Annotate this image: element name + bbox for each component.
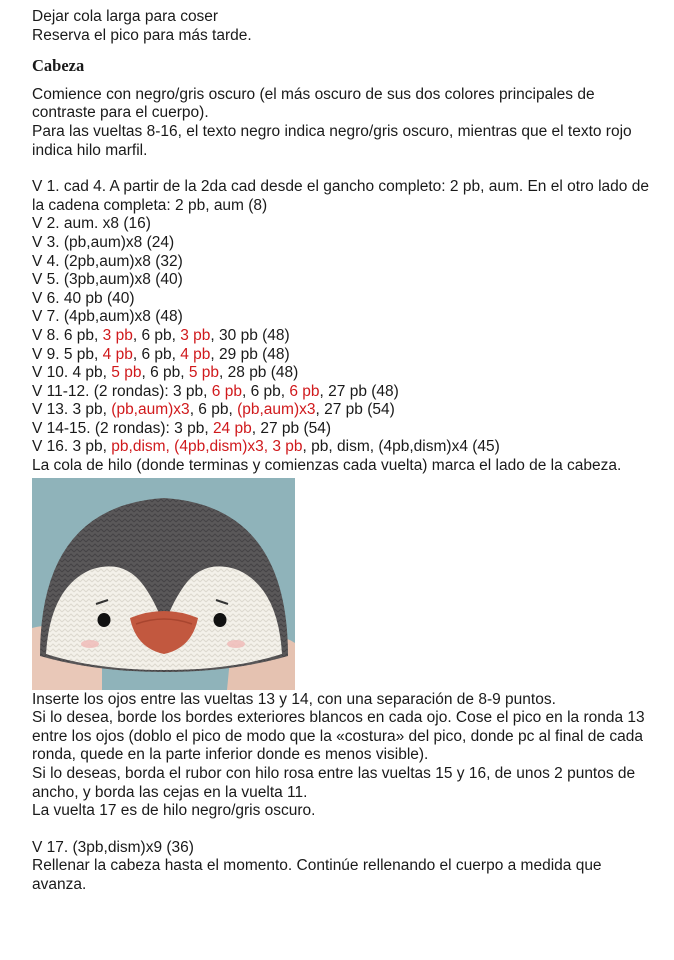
dark-stitch-segment: , 6 pb, <box>132 326 181 344</box>
ivory-stitch-segment: 5 pb <box>188 364 220 382</box>
round-line <box>32 383 652 402</box>
dark-stitch-segment: V 2. aum. x8 (16) <box>32 215 151 233</box>
round-line <box>32 364 652 383</box>
ivory-stitch-segment: 6 pb <box>211 382 242 400</box>
dark-stitch-segment: , 6 pb, <box>189 401 238 419</box>
closing-paragraph: Rellenar la cabeza hasta el momento. Continúe rellenando el cuerpo a medida que avanza. <box>32 857 602 893</box>
spacer <box>32 160 652 178</box>
ivory-stitch-segment: 5 pb <box>111 364 142 382</box>
dark-stitch-segment: , 6 pb, <box>132 345 181 363</box>
ivory-stitch-segment: (pb,aum)x3 <box>111 401 190 419</box>
ivory-stitch-segment: 3 pb <box>102 326 133 344</box>
dark-stitch-segment: , 6 pb, <box>241 382 290 400</box>
dark-stitch-segment: V 16. 3 pb, <box>32 438 112 456</box>
dark-stitch-segment: V 5. (3pb,aum)x8 (40) <box>32 271 183 289</box>
round-line <box>32 420 652 439</box>
round-line <box>32 178 652 215</box>
dark-stitch-segment: V 7. (4pb,aum)x8 (48) <box>32 308 183 326</box>
instructions-paragraph-2: Para las vueltas 8-16, el texto negro indica negro/gris oscuro, mientras que el texto rojo indica hilo marfil. <box>32 122 632 159</box>
dark-stitch-segment: V 11-12. (2 rondas): 3 pb, <box>32 382 212 400</box>
round-line <box>32 215 652 234</box>
after-photo-line-4: La vuelta 17 es de hilo negro/gris oscuro. <box>32 802 316 820</box>
dark-stitch-segment: , 27 pb (54) <box>251 419 332 437</box>
round-line <box>32 346 652 365</box>
dark-stitch-segment: V 14-15. (2 rondas): 3 pb, <box>32 419 213 437</box>
dark-stitch-segment: V 10. 4 pb, <box>32 364 112 382</box>
dark-stitch-segment: , 6 pb, <box>141 364 189 382</box>
dark-stitch-segment: V 13. 3 pb, <box>32 401 112 419</box>
left-eye <box>98 613 111 627</box>
ivory-stitch-segment: 24 pb <box>212 419 252 437</box>
dark-stitch-segment: V 8. 6 pb, <box>32 326 103 344</box>
right-eye <box>214 613 227 627</box>
dark-stitch-segment: V 6. 40 pb (40) <box>32 289 135 307</box>
dark-stitch-segment: , 29 pb (48) <box>210 345 290 363</box>
tail-note: La cola de hilo (donde terminas y comienzas cada vuelta) marca el lado de la cabeza. <box>32 457 622 475</box>
round-line <box>32 401 652 420</box>
ivory-stitch-segment: 4 pb <box>180 345 211 363</box>
instructions-paragraph-1: Comience con negro/gris oscuro (el más oscuro de sus dos colores principales de contraste para el cuerpo). <box>32 85 595 122</box>
dark-stitch-segment: V 4. (2pb,aum)x8 (32) <box>32 252 183 270</box>
rounds-list <box>32 178 652 457</box>
round-line <box>32 327 652 346</box>
dark-stitch-segment: , 30 pb (48) <box>210 326 290 344</box>
dark-stitch-segment: V 3. (pb,aum)x8 (24) <box>32 233 175 251</box>
round-line <box>32 438 652 457</box>
ivory-stitch-segment: (pb,aum)x3 <box>237 401 316 419</box>
penguin-head-photo <box>32 478 295 690</box>
document-page <box>32 8 652 895</box>
round-line <box>32 271 652 290</box>
round-17: V 17. (3pb,dism)x9 (36) <box>32 838 194 856</box>
dark-stitch-segment: , 28 pb (48) <box>219 364 299 382</box>
ivory-stitch-segment: pb,dism, (4pb,dism)x3, 3 pb <box>111 438 303 456</box>
intro-line-1: Dejar cola larga para coser <box>32 8 219 25</box>
after-photo-line-1: Inserte los ojos entre las vueltas 13 y 14, con una separación de 8-9 puntos. <box>32 690 556 708</box>
dark-stitch-segment: , 27 pb (48) <box>319 382 399 400</box>
round-line <box>32 308 652 327</box>
dark-stitch-segment: V 9. 5 pb, <box>32 345 103 363</box>
ivory-stitch-segment: 4 pb <box>102 345 133 363</box>
round-line <box>32 290 652 309</box>
round-line <box>32 253 652 272</box>
intro-line-2: Reserva el pico para más tarde. <box>32 26 252 44</box>
ivory-stitch-segment: 3 pb <box>180 326 211 344</box>
section-title: Cabeza <box>32 56 85 76</box>
ivory-stitch-segment: 6 pb <box>289 382 320 400</box>
after-photo-line-2: Si lo desea, borde los bordes exteriores blancos en cada ojo. Cose el pico en la ronda 13 entre los ojos (doblo el pico de modo que la «costura» del pico, donde pc al final de cada ronda, quede en la parte inferior donde es menos visible). <box>32 709 645 764</box>
after-photo-line-3: Si lo deseas, borda el rubor con hilo rosa entre las vueltas 15 y 16, de unos 2 puntos de ancho, y borda las cejas en la vuelta 11. <box>32 765 636 801</box>
spacer <box>32 821 652 839</box>
dark-stitch-segment: , pb, dism, (4pb,dism)x4 (45) <box>302 438 500 456</box>
dark-stitch-segment: V 1. cad 4. A partir de la 2da cad desde el gancho completo: 2 pb, aum. En el otro lado de la cadena completa: 2 pb, aum (8) <box>32 178 649 214</box>
round-line <box>32 234 652 253</box>
dark-stitch-segment: , 27 pb (54) <box>315 401 395 419</box>
